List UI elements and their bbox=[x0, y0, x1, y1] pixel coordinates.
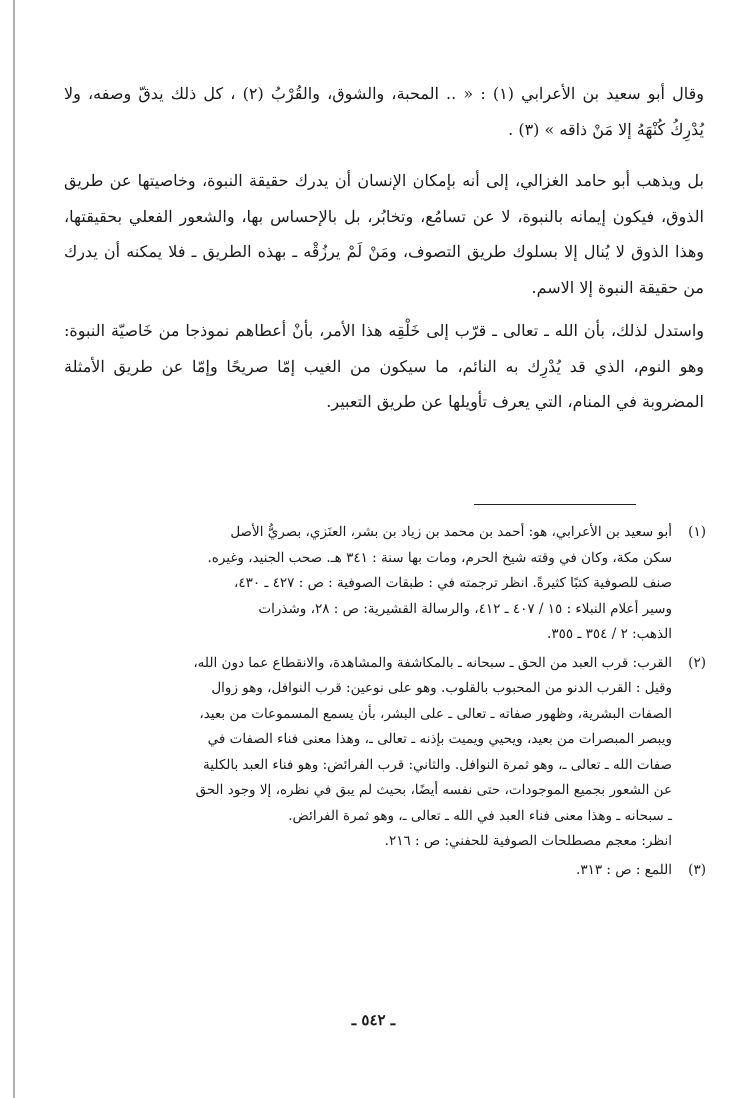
page-number: ـ ٥٤٢ ـ bbox=[351, 1011, 396, 1029]
footnote-number: (٢) bbox=[688, 654, 706, 671]
footnote-line: الذهب: ٢ / ٣٥٤ ـ ٣٥٥. bbox=[547, 626, 672, 642]
footnote bbox=[62, 520, 706, 648]
footnote-line: ويبصر المبصرات من بعيد، ويحيي ويميت بإذنه ـ تعالى ـ، وهذا معنى فناء الصفات في bbox=[207, 731, 672, 747]
footnote-line: وقيل : القرب الدنو من المحبوب بالقلوب. وهو على نوعين: قرب النوافل، وهو زوال bbox=[211, 680, 672, 696]
footnote-text bbox=[62, 520, 672, 648]
footnote-line: أبو سعيد بن الأعرابي، هو: أحمد بن محمد بن زياد بن بشر، العنَزي، بصريُّ الأصل bbox=[230, 524, 672, 540]
footnotes bbox=[62, 520, 706, 883]
footnote-line: الصفات البشرية، وظهور صفاته ـ تعالى ـ على البشر، بأن يسمع المسموعات من بعيد، bbox=[199, 705, 672, 722]
footnote-number: (٣) bbox=[688, 861, 706, 878]
footnote-line: وسير أعلام النبلاء : ١٥ / ٤٠٧ ـ ٤١٢، والرسالة القشيرية: ص : ٢٨، وشذرات bbox=[258, 600, 672, 617]
paragraph: وقال أبو سعيد بن الأعرابي (١) : « .. المحبة، والشوق، والقُرْبُ (٢) ، كل ذلك يدقّ وصفه، ولا يُدْرِكُ كُنْهَهُ إلا مَنْ ذاقه » (٣) . bbox=[64, 84, 705, 139]
footnote-line: سكن مكة، وكان في وقته شيخ الحرم، ومات بها سنة : ٣٤١ هـ. صحب الجنيد، وغيره. bbox=[207, 549, 672, 566]
footnote-number: (١) bbox=[688, 524, 706, 540]
footnote-line: صفات الله ـ تعالى ـ، وهو ثمرة النوافل. والثاني: قرب الفرائض: وهو فناء العبد بالكلية bbox=[203, 756, 672, 773]
footnote-line: عن الشعور بجميع الموجودات، حتى نفسه أيضًا، بحيث لم يبق في نظره، إلا وجود الحق bbox=[195, 782, 672, 798]
footnote bbox=[62, 651, 706, 855]
footnote-separator bbox=[474, 504, 636, 505]
footnote bbox=[62, 858, 706, 884]
footnote-line: ـ سبحانه ـ وهذا معنى فناء العبد في الله ـ تعالى ـ، وهو ثمرة الفرائض. bbox=[288, 807, 672, 824]
main-text bbox=[64, 76, 704, 420]
paragraph: بل ويذهب أبو حامد الغزالي، إلى أنه بإمكان الإنسان أن يدرك حقيقة النبوة، وخاصيتها عن طريق الذوق، فيكون إيمانه بالنبوة، لا عن تسامُع، وتخابُر، بل بالإحساس بها، والشعور الفعلي بحقيقتها، وهذا الذوق لا يُنال إلا بسلوك طريق التصوف، ومَنْ لَمْ يرزُقْه ـ بهذه الطريق ـ فلا يمكنه أن يدرك من حقيقة النبوة إلا الاسم. bbox=[64, 171, 704, 297]
footnote-line: انظر: معجم مصطلحات الصوفية للحفني: ص : ٢١٦. bbox=[384, 833, 672, 849]
page-edge-shadow bbox=[13, 0, 15, 1098]
footnote-line: القرب: قرب العبد من الحق ـ سبحانه ـ بالمكاشفة والمشاهدة، والانقطاع عما دون الله، bbox=[193, 654, 672, 671]
footnote-line: صنف للصوفية كتبًا كثيرةً. انظر ترجمته في : طبقات الصوفية : ص : ٤٢٧ ـ ٤٣٠، bbox=[234, 575, 672, 591]
paragraph: واستدل لذلك، بأن الله ـ تعالى ـ قرّب إلى خَلْقِه هذا الأمر، بأنْ أعطاهم نموذجا من خَاصيّة النبوة: وهو النوم، الذي قد يُدْرِك به النائم، ما سيكون من الغيب إمّا صريحًا وإمّا عن طريق الأمثلة المضروبة في المنام، التي يعرف تأويلها عن طريق التعبير. bbox=[64, 321, 704, 411]
footnote-line: اللمع : ص : ٣١٣. bbox=[576, 861, 672, 878]
footnote-text bbox=[62, 858, 672, 884]
footnote-text bbox=[62, 651, 672, 855]
